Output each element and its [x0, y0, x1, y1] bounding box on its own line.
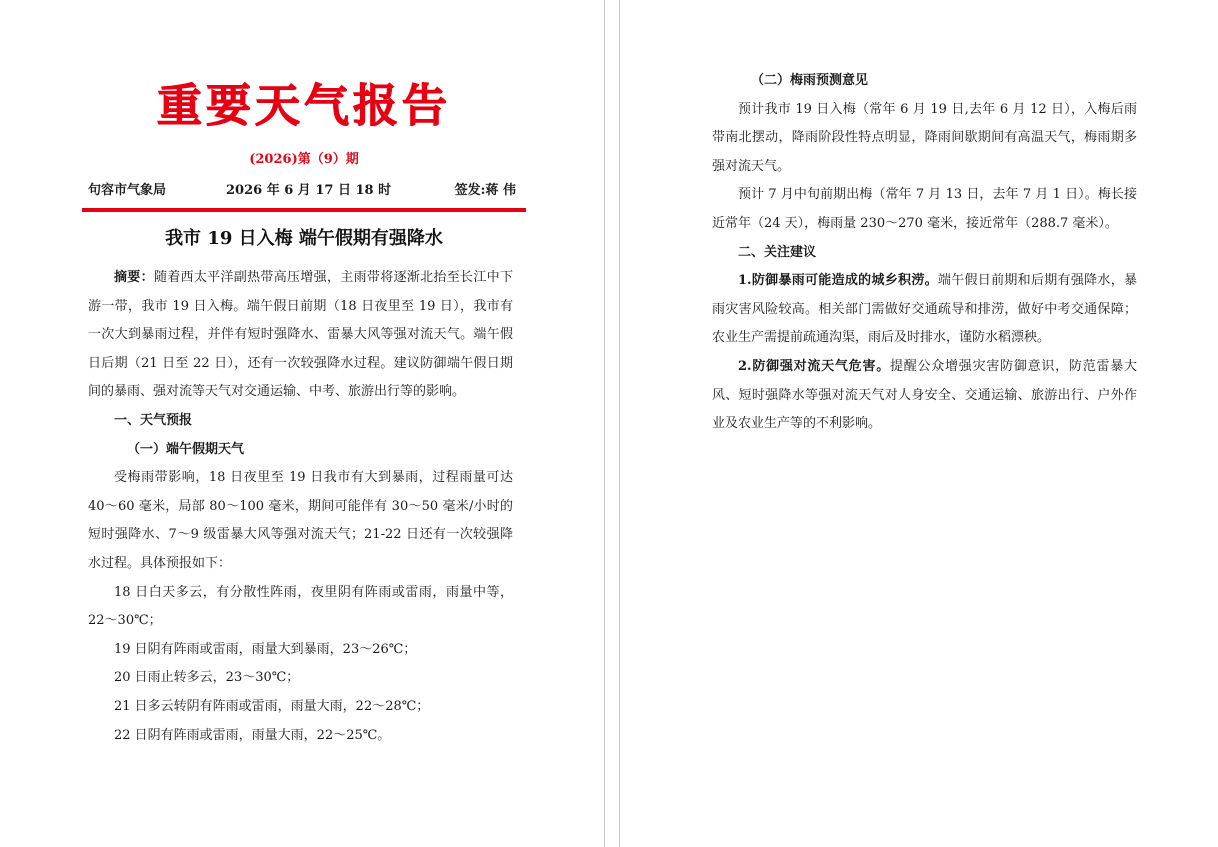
- abstract-paragraph: [88, 264, 513, 407]
- masthead-divider: [82, 208, 526, 212]
- subsection-heading-meiyu-forecast: （二）梅雨预测意见: [751, 73, 869, 88]
- issue-date: 2026 年 6 月 17 日 18 时: [226, 183, 392, 198]
- advice-1-title: 1.防御暴雨可能造成的城乡积涝。: [738, 273, 938, 289]
- holiday-weather-paragraph: 受梅雨带影响，18 日夜里至 19 日我市有大到暴雨，过程雨量可达 40～60 毫米，局部 80～100 毫米，期间可能伴有 30～50 毫米/小时的短时强降水、7～9 级雷暴大风等强对流天气；21-22 日还有一次较强降水过程。具体预报如下：: [88, 470, 513, 571]
- advice-2-text: 提醒公众增强灾害防御意识，防范雷暴大风、短时强降水等强对流天气对人身安全、交通运输、旅游出行、户外作业及农业生产等的不利影响。: [712, 358, 1137, 432]
- advice-1-text: 端午假日前期和后期有强降水，暴雨灾害风险较高。相关部门需做好交通疏导和排涝，做好中考交通保障；农业生产需提前疏通沟渠，雨后及时排水，谨防水稻漂秧。: [712, 273, 1137, 346]
- forecast-day-22: 22 日阴有阵雨或雷雨，雨量大雨，22～25℃。: [114, 727, 391, 743]
- forecast-day-19: 19 日阴有阵雨或雷雨，雨量大到暴雨，23～26℃；: [114, 641, 417, 657]
- advice-2-title: 2.防御强对流天气危害。: [738, 358, 890, 374]
- signer: 签发:蒋 伟: [454, 183, 516, 198]
- forecast-day-20: 20 日雨止转多云，23～30℃；: [114, 670, 300, 686]
- right-column-body: [712, 67, 1137, 439]
- meiyu-end-paragraph: 预计 7 月中旬前期出梅（常年 7 月 13 日，去年 7 月 1 日）。梅长接近常年（24 天），梅雨量 230～270 毫米，接近常年（288.7 毫米）。: [712, 187, 1137, 231]
- issuer: 句容市气象局: [88, 183, 167, 198]
- report-meta-row: [88, 181, 516, 201]
- report-headline: 我市 19 日入梅 端午假期有强降水: [165, 228, 443, 249]
- meiyu-onset-paragraph: 预计我市 19 日入梅（常年 6 月 19 日,去年 6 月 12 日），入梅后雨带南北摆动，降雨阶段性特点明显，降雨间歇期间有高温天气，梅雨期多强对流天气。: [712, 101, 1137, 174]
- subsection-heading-holiday-weather: （一）端午假期天气: [127, 441, 245, 457]
- abstract-label: 摘要：: [114, 270, 154, 285]
- section-heading-advice: 二、关注建议: [738, 244, 817, 260]
- left-column-body: [88, 264, 513, 750]
- section-heading-forecast: 一、天气预报: [114, 412, 193, 428]
- forecast-day-18: 18 日白天多云，有分散性阵雨，夜里阴有阵雨或雷雨，雨量中等，22～30℃；: [88, 584, 513, 629]
- advice-paragraph-2: [712, 353, 1137, 439]
- page-gutter: [604, 0, 620, 847]
- report-masthead: 重要天气报告: [156, 79, 451, 132]
- abstract-text: 随着西太平洋副热带高压增强，主雨带将逐渐北抬至长江中下游一带，我市 19 日入梅。端午假日前期（18 日夜里至 19 日），我市有一次大到暴雨过程，并伴有短时强降水、雷暴大风等强对流天气。端午假日后期（21 日至 22 日），还有一次较强降水过程。建议防御端午假日期间的暴雨、强对流等天气对交通运输、中考、旅游出行等的影响。: [88, 270, 513, 400]
- issue-number: (2026)第（9）期: [249, 152, 359, 167]
- forecast-day-21: 21 日多云转阴有阵雨或雷雨，雨量大雨，22～28℃；: [114, 698, 430, 714]
- advice-paragraph-1: [712, 267, 1137, 353]
